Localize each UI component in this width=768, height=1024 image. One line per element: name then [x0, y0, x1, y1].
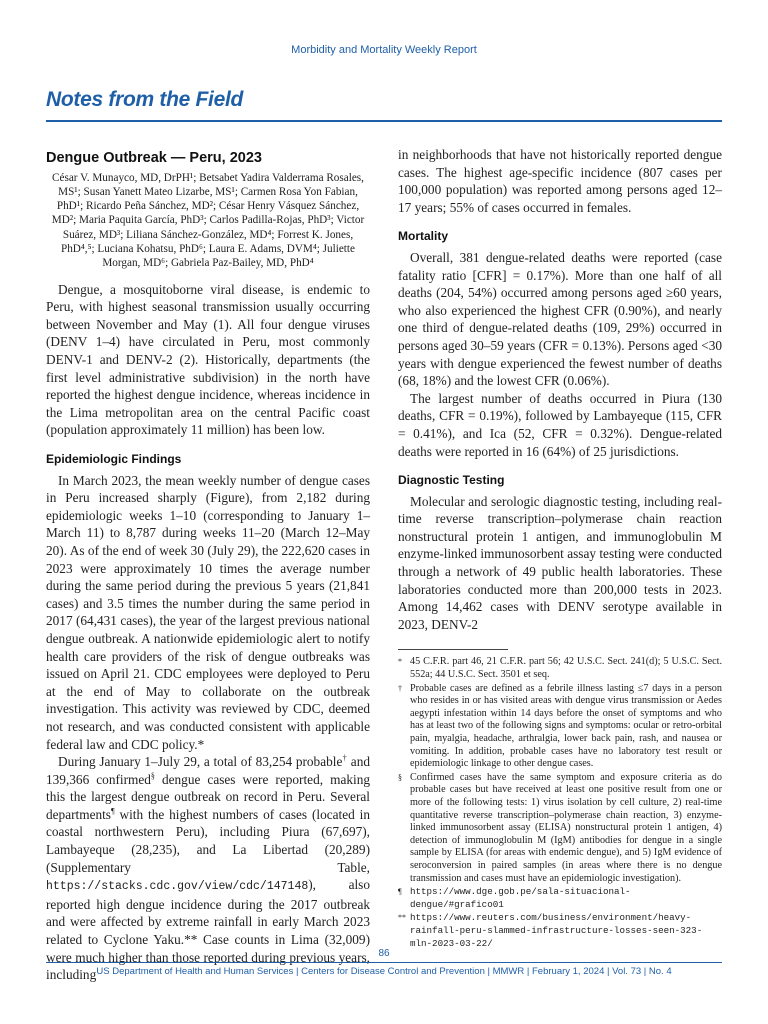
footnote-mark: †: [398, 683, 402, 693]
epi-p2-text-d: with the highest numbers of cases (located in coastal northwestern Peru), including Piura (67,697), Lambayeque (28,235), and La Libertad (20,289) (Supplementary Table,: [46, 806, 370, 875]
supplementary-table-link[interactable]: https://stacks.cdc.gov/view/cdc/147148: [46, 880, 309, 894]
footnote-1: [398, 656, 722, 681]
continued-paragraph: in neighborhoods that have not historically reported dengue cases. The highest age-specific incidence (807 cases per 100,000 population) was reported among persons aged 12–17 years; 55% of cases occurred in females.: [398, 147, 722, 215]
diagnostic-paragraph: Molecular and serologic diagnostic testing, including real-time reverse transcription–polymerase chain reaction nonstructural protein 1 antigen, and immunoglobulin M enzyme-linked immunosorbent assay testing were conducted through a network of 49 public health laboratories. These laboratories conducted more than 200,000 tests in 2023. Among 14,462 cases with DENV serotype available in 2023, DENV-2: [398, 493, 722, 632]
footnote-text: 45 C.F.R. part 46, 21 C.F.R. part 56; 42 U.S.C. Sect. 241(d); 5 U.S.C. Sect. 552a; 44 U.S.C. Sect. 3501 et seq.: [410, 656, 722, 681]
page-number: 86: [378, 948, 390, 959]
footnote-mark: **: [398, 913, 406, 923]
epidemiologic-findings-heading: Epidemiologic Findings: [46, 452, 182, 467]
running-head: Morbidity and Mortality Weekly Report: [291, 44, 477, 56]
intro-paragraph: Dengue, a mosquitoborne viral disease, is endemic to Peru, with highest seasonal transmission usually occurring between November and May (1). All four dengue viruses (DENV 1–4) have circulated in Peru, most commonly DENV-1 and DENV-2 (2). Historically, departments (the first level administrative subdivision) in the north have reported the highest dengue incidence, whereas incidence in the Lima metropolitan area on the central Pacific coast (population approximately 11 million) has been low.: [46, 281, 370, 438]
footnote-4: [398, 886, 722, 911]
epi-paragraph-1: In March 2023, the mean weekly number of dengue cases in Peru increased sharply (Figure), from 2,182 during epidemiologic weeks 1–10 (corresponding to January 1–March 11) to 8,787 during weeks 11–20 (March 12–May 20). As of the end of week 30 (July 29), the 222,620 cases in 2023 were approximately 10 times the average number during the same period during the previous 5 years (21,841 cases) and 3.5 times the number during the same period in 2017 (64,431 cases), the year of the largest previous national dengue outbreak. A nationwide epidemiologic alert to notify health care providers of the risk of dengue outbreaks was issued on April 21. CDC employees were deployed to Peru at the end of May to collaborate on the outbreak investigation. This activity was reviewed by CDC, deemed not research, and was conducted consistent with applicable federal law and CDC policy.*: [46, 472, 370, 752]
title-rule: [46, 120, 722, 122]
section-title: Notes from the Field: [46, 88, 244, 111]
epi-p2-text-c: dengue cases were reported, making this the largest dengue outbreak on record in Peru. Several departments: [46, 771, 370, 822]
footnote-3: [398, 772, 722, 885]
footnote-5: [398, 912, 722, 950]
author-list: César V. Munayco, MD, DrPH¹; Betsabet Yadira Valderrama Rosales, MS¹; Susan Yanett Mateo Lizarbe, MS¹; Carmen Rosa Yon Fabian, PhD¹; Ricardo Peña Sánchez, MD²; César Henry Vásquez Sánchez, MD²; Maria Paquita García, PhD³; Carlos Padilla-Rojas, PhD³; Victor Suárez, MD³; Liliana Sánchez-González, MD⁴; Forrest K. Jones, PhD⁴,⁵; Luciana Kohatsu, PhD⁶; Laura E. Adams, DVM⁴; Juliette Morgan, MD⁶; Gabriela Paz-Bailey, MD, PhD⁴: [51, 171, 365, 270]
footnote-2: [398, 683, 722, 771]
footnote-ref-section[interactable]: §: [150, 771, 155, 781]
left-column: [46, 146, 370, 984]
mortality-paragraph-2: The largest number of deaths occurred in Piura (130 deaths, CFR = 0.19%), followed by Lambayeque (115, CFR = 0.41%), and Ica (52, CFR = 0.32%). Dengue-related deaths were reported in 16 (64%) of 25 jurisdictions.: [398, 390, 722, 459]
footnote-ref-dagger[interactable]: †: [342, 753, 348, 763]
mortality-paragraph-1: Overall, 381 dengue-related deaths were reported (case fatality ratio [CFR] = 0.17%). More than one half of all deaths (204, 54%) occurred among persons aged ≥60 years, who also experienced the highest CFR (0.90%), and nearly one third of dengue-related deaths (109, 29%) occurred in persons aged 30–59 years (CFR = 0.13%). Persons aged <30 years with dengue experienced the fewest number of deaths (68, 18%) and the lowest CFR (0.06%).: [398, 249, 722, 389]
footnote-text: Confirmed cases have the same symptom and exposure criteria as do probable cases but have received at least one positive result from one or more of the following tests: 1) virus isolation by cell culture, 2) real-time quantitative reverse transcription–polymerase chain reaction, 3) enzyme-linked immunosorbent assay (ELISA) nonstructural protein 1 antigen, 4) detection of immunoglobulin M (IgM) antibodies for dengue in a single sample by ELISA (for areas with endemic dengue), and 5) IgM evidence of seroconversion in paired samples (in areas where there is no dengue transmission and cases must have an epidemiologic investigation).: [410, 771, 722, 884]
footnote-link[interactable]: https://www.dge.gob.pe/sala-situacional-dengue/#grafico01: [410, 886, 631, 910]
footer-rule: [46, 962, 722, 963]
epi-p2-text-b: and 139,366 confirmed: [46, 754, 371, 787]
footnote-mark: *: [398, 657, 402, 667]
footnote-mark: ¶: [398, 887, 402, 897]
epi-p2-text-e: ), also reported high dengue incidence during the 2017 outbreak and were affected by extreme rainfall in early March 2023 related to Cyclone Yaku.** Case counts in Lima (32,009) were much higher than those reported during previous years, including: [46, 877, 370, 983]
epi-p2-text-a: During January 1–July 29, a total of 83,254 probable: [58, 754, 343, 770]
mortality-heading: Mortality: [398, 229, 449, 244]
footnote-ref-pilcrow[interactable]: ¶: [111, 806, 115, 816]
footnote-rule: [398, 649, 508, 650]
footnote-mark: §: [398, 772, 402, 782]
article-title: Dengue Outbreak — Peru, 2023: [46, 150, 262, 166]
right-column: [398, 146, 722, 951]
footnote-link[interactable]: https://www.reuters.com/business/environment/heavy-rainfall-peru-slammed-infrastructure-losses-seen-323-mln-2023-03-22/: [410, 912, 703, 949]
diagnostic-testing-heading: Diagnostic Testing: [398, 473, 505, 488]
footnote-text: Probable cases are defined as a febrile illness lasting ≤7 days in a person who resides in or has visited areas with dengue virus transmission or Aedes aegypti infestation within 14 days before the onset of symptoms and who has at least two of the following signs and symptoms: ocular or retro-orbital pain, myalgia, headache, arthralgia, lower back pain, rash, and nausea or vomiting. In addition, probable cases have no laboratory test result or epidemiologic linkage to other dengue cases.: [410, 682, 722, 770]
page-footer: US Department of Health and Human Services | Centers for Disease Control and Prevention | MMWR | February 1, 2024 | Vol. 73 | No. 4: [96, 966, 672, 977]
